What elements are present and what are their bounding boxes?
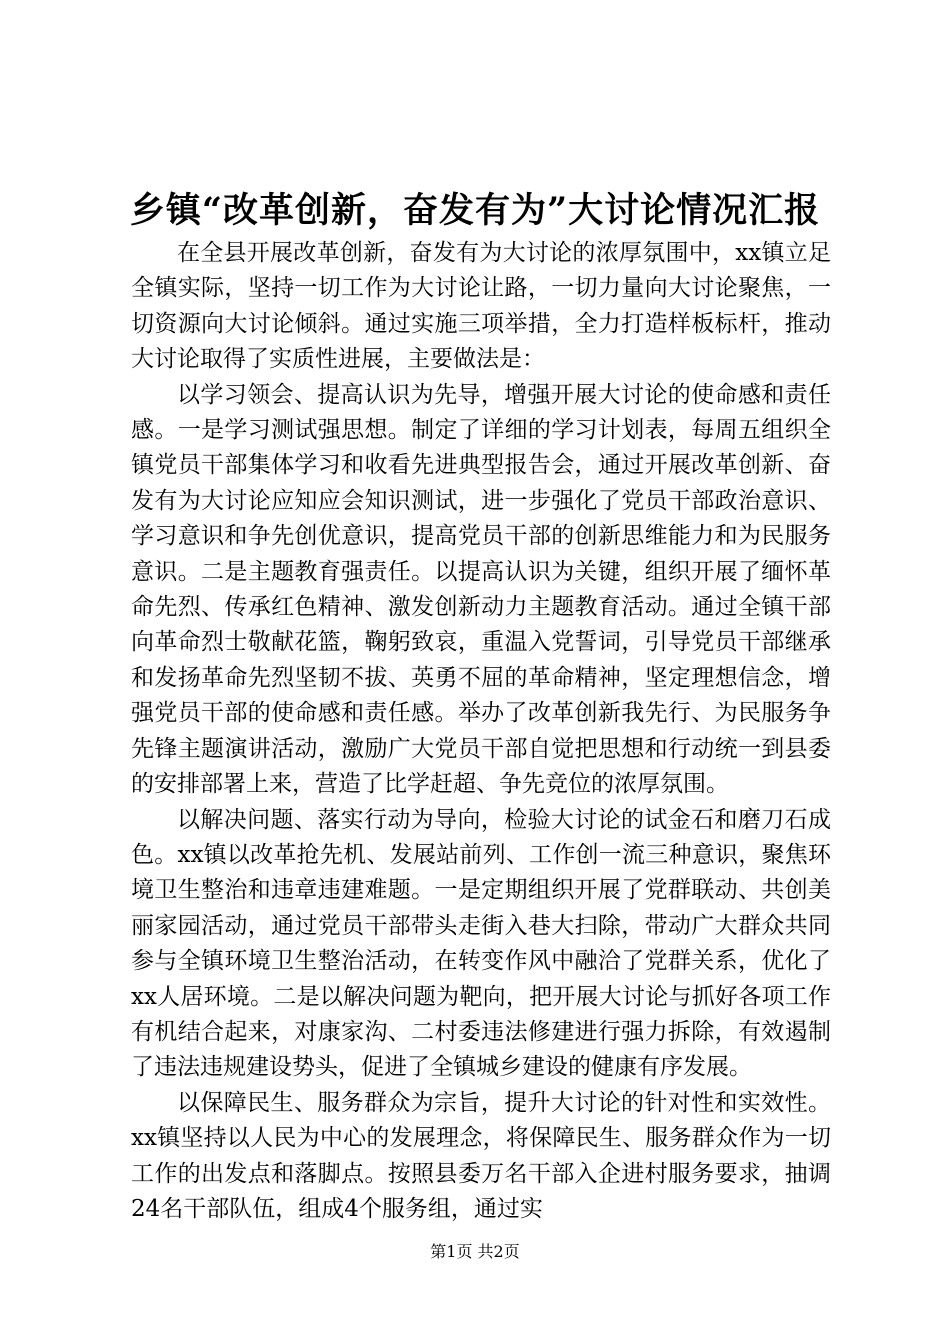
document-body: [131, 236, 831, 1227]
document-title: 乡镇“改革创新，奋发有为”大讨论情况汇报: [129, 190, 821, 231]
page-number-footer: 第1页 共2页: [430, 1242, 520, 1261]
paragraph-intro: 在全县开展改革创新，奋发有为大讨论的浓厚氛围中，xx镇立足全镇实际，坚持一切工作为大讨论让路，一切力量向大讨论聚焦，一切资源向大讨论倾斜。通过实施三项举措，全力打造样板标杆，推动大讨论取得了实质性进展，主要做法是：: [131, 240, 831, 373]
paragraph-problem-solving: 以解决问题、落实行动为导向，检验大讨论的试金石和磨刀石成色。xx镇以改革抢先机、发展站前列、工作创一流三种意识，聚焦环境卫生整治和违章违建难题。一是定期组织开展了党群联动、共创美丽家园活动，通过党员干部带头走街入巷大扫除，带动广大群众共同参与全镇环境卫生整治活动，在转变作风中融洽了党群关系，优化了xx人居环境。二是以解决问题为靶向，把开展大讨论与抓好各项工作有机结合起来，对康家沟、二村委违法修建进行强力拆除，有效遏制了违法违规建设势头，促进了全镇城乡建设的健康有序发展。: [131, 806, 831, 1081]
paragraph-livelihood: 以保障民生、服务群众为宗旨，提升大讨论的针对性和实效性。xx镇坚持以人民为中心的发展理念，将保障民生、服务群众作为一切工作的出发点和落脚点。按照县委万名干部入企进村服务要求，抽调24名干部队伍，组成4个服务组，通过实: [131, 1089, 831, 1222]
paragraph-study: 以学习领会、提高认识为先导，增强开展大讨论的使命感和责任感。一是学习测试强思想。制定了详细的学习计划表，每周五组织全镇党员干部集体学习和收看先进典型报告会，通过开展改革创新、奋发有为大讨论应知应会知识测试，进一步强化了党员干部政治意识、学习意识和争先创优意识，提高党员干部的创新思维能力和为民服务意识。二是主题教育强责任。以提高认识为关键，组织开展了缅怀革命先烈、传承红色精神、激发创新动力主题教育活动。通过全镇干部向革命烈士敬献花篮，鞠躬致哀，重温入党誓词，引导党员干部继承和发扬革命先烈坚韧不拔、英勇不屈的革命精神，坚定理想信念，增强党员干部的使命感和责任感。举办了改革创新我先行、为民服务争先锋主题演讲活动，激励广大党员干部自觉把思想和行动统一到县委的安排部署上来，营造了比学赶超、争先竞位的浓厚氛围。: [131, 381, 831, 798]
